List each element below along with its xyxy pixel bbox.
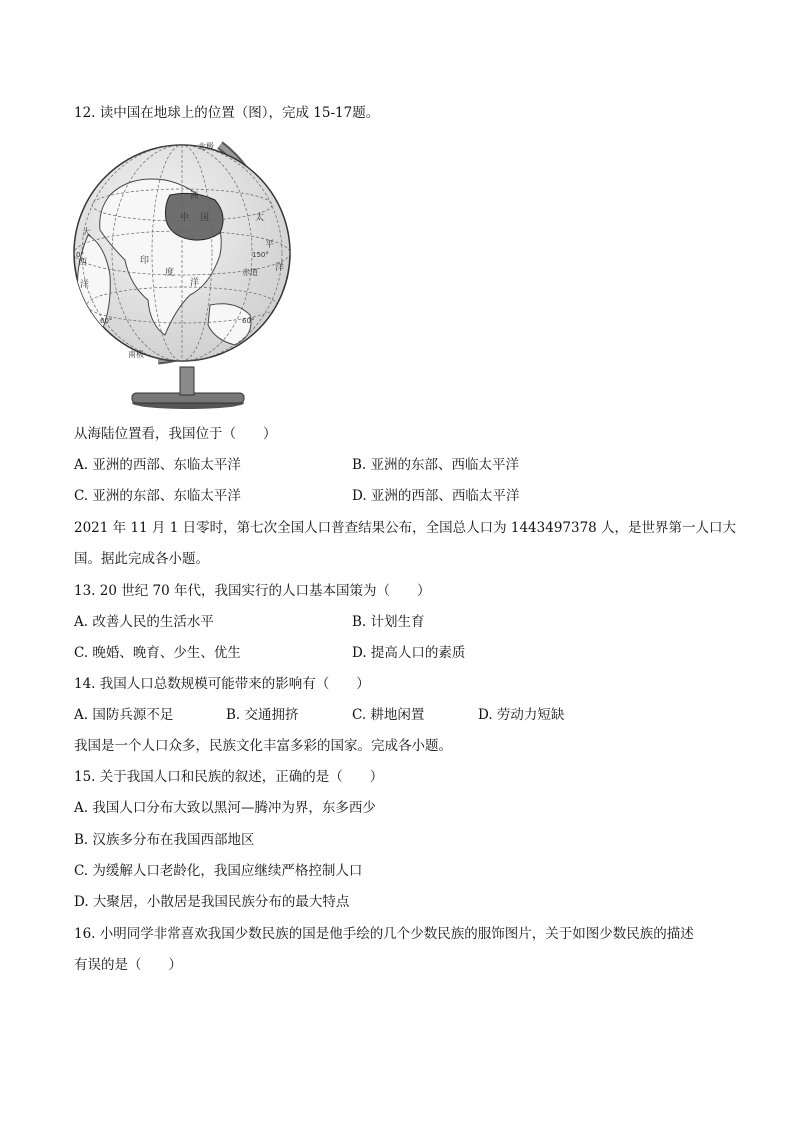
yang-right-label: 洋 <box>275 263 285 273</box>
q13-stem: 13. 20 世纪 70 年代，我国实行的人口基本国策为（ ） <box>74 583 431 599</box>
q12-stem: 12. 读中国在地球上的位置（图），完成 15-17题。 <box>74 105 380 121</box>
census-line-1: 2021 年 11 月 1 日零时，第七次全国人口普查结果公布，全国总人口为 1443497378 人，是世界第一人口大 <box>74 520 737 536</box>
du-label: 度 <box>165 268 175 278</box>
globe-stand-pole <box>180 367 194 395</box>
ping-label: 平 <box>265 240 275 250</box>
globe-illustration <box>70 135 310 415</box>
lat-60-right: 60° <box>242 317 255 325</box>
da-label: 大 <box>82 228 92 238</box>
yin-label: 印 <box>140 256 150 266</box>
q12-option-d[interactable]: D. 亚洲的西部、西临太平洋 <box>352 488 520 504</box>
china-highlight <box>166 193 224 240</box>
q15-option-d[interactable]: D. 大聚居，小散居是我国民族分布的最大特点 <box>74 894 350 910</box>
q14-stem: 14. 我国人口总数规模可能带来的影响有（ ） <box>74 676 370 692</box>
q13-option-b[interactable]: B. 计划生育 <box>352 614 425 630</box>
q16-line-1: 16. 小明同学非常喜欢我国少数民族的国是他手绘的几个少数民族的服饰图片，关于如图少数民族的描述 <box>74 926 694 942</box>
north-pole-label: 北极 <box>198 142 214 151</box>
q15-option-c[interactable]: C. 为缓解人口老龄化，我国应继续严格控制人口 <box>74 863 363 879</box>
tai-label: 太 <box>255 213 265 223</box>
china-label-2: 国 <box>200 213 210 223</box>
q15-option-b[interactable]: B. 汉族多分布在我国西部地区 <box>74 832 255 848</box>
q14-option-d[interactable]: D. 劳动力短缺 <box>478 707 565 723</box>
q13-option-a[interactable]: A. 改善人民的生活水平 <box>74 614 214 630</box>
q15-stem: 15. 关于我国人口和民族的叙述，正确的是（ ） <box>74 769 384 785</box>
xi-label: 西 <box>78 258 88 268</box>
q14-option-c[interactable]: C. 耕地闲置 <box>352 707 425 723</box>
lon-150-label: 150° <box>252 251 269 259</box>
yang-left-label: 洋 <box>80 280 90 290</box>
census-line-2: 国。据此完成各小题。 <box>74 551 209 567</box>
q14-option-a[interactable]: A. 国防兵源不足 <box>74 707 174 723</box>
q12-option-a[interactable]: A. 亚洲的西部、东临太平洋 <box>74 457 241 473</box>
q13-option-d[interactable]: D. 提高人口的素质 <box>352 645 466 661</box>
q12-option-b[interactable]: B. 亚洲的东部、西临太平洋 <box>352 457 520 473</box>
lat-60-left: 60° <box>100 317 113 325</box>
q16-line-2: 有误的是（ ） <box>74 957 182 973</box>
q12-sub-question: 从海陆位置看，我国位于（ ） <box>74 426 277 442</box>
q14-option-b[interactable]: B. 交通拥挤 <box>226 707 299 723</box>
lat-0-label: 0° <box>76 251 84 259</box>
yang-mid-label: 洋 <box>190 278 200 288</box>
equator-label: 赤道 <box>242 268 258 277</box>
q15-option-a[interactable]: A. 我国人口分布大致以黑河—腾冲为界，东多西少 <box>74 800 376 816</box>
zhou-label: 洲 <box>190 191 198 200</box>
q13-option-c[interactable]: C. 晚婚、晚育、少生、优生 <box>74 645 241 661</box>
china-globe-figure <box>70 135 310 415</box>
q12-option-c[interactable]: C. 亚洲的东部、东临太平洋 <box>74 488 241 504</box>
south-pole-label: 南极 <box>128 350 144 359</box>
q15-intro: 我国是一个人口众多，民族文化丰富多彩的国家。完成各小题。 <box>74 738 452 754</box>
china-label-1: 中 <box>180 213 190 223</box>
